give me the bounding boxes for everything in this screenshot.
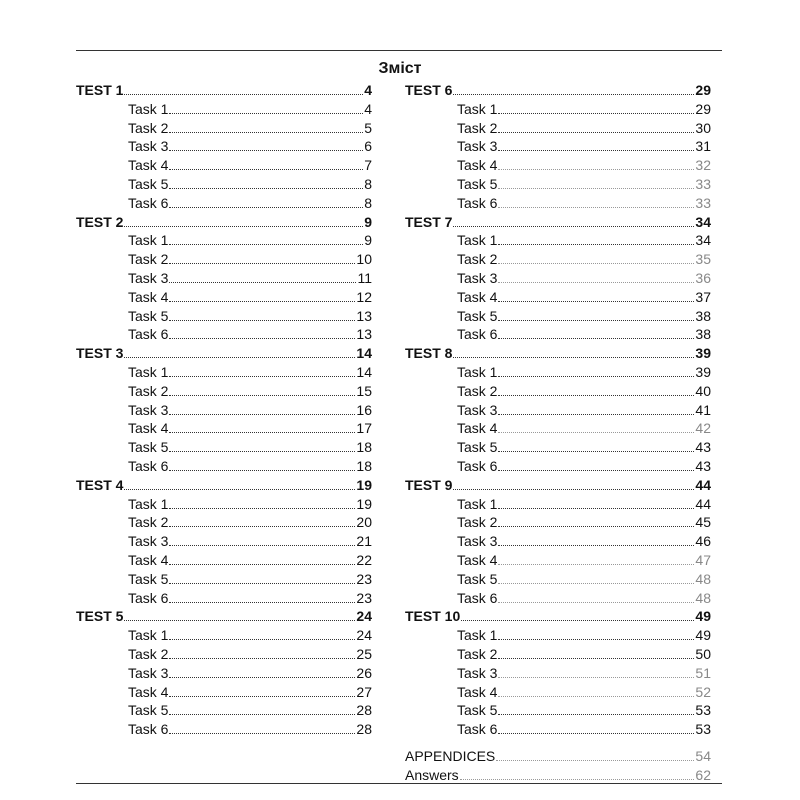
toc-entry-label: Task 2 xyxy=(128,514,169,531)
dot-leader xyxy=(169,526,355,527)
dot-leader xyxy=(169,207,363,208)
dot-leader xyxy=(169,376,355,377)
toc-entry-label: Task 2 xyxy=(128,251,169,268)
toc-entry xyxy=(76,137,372,156)
toc-entry-label: Task 1 xyxy=(128,363,169,380)
toc-entry-page-number: 62 xyxy=(695,766,711,783)
toc-entry xyxy=(405,175,711,194)
toc-entry-page-number: 38 xyxy=(695,307,711,324)
dot-leader xyxy=(169,320,355,321)
toc-entry-page-number: 26 xyxy=(356,664,372,681)
toc-entry xyxy=(405,766,711,785)
toc-entry-page-number: 25 xyxy=(356,645,372,662)
toc-test-entry xyxy=(76,344,372,363)
bottom-rule xyxy=(76,783,722,784)
toc-entry-label: Task 5 xyxy=(128,570,169,587)
toc-entry-page-number: 42 xyxy=(695,420,711,437)
toc-entry-label: Task 3 xyxy=(128,138,169,155)
toc-entry-page-number: 4 xyxy=(364,82,372,98)
toc-entry xyxy=(76,495,372,514)
toc-entry-label: Task 4 xyxy=(457,288,498,305)
toc-entry xyxy=(76,156,372,175)
toc-entry-label: TEST 10 xyxy=(405,608,461,625)
toc-entry-label: Task 1 xyxy=(457,100,498,117)
toc-entry-label: APPENDICES xyxy=(405,747,496,764)
toc-entry-label: Task 2 xyxy=(128,645,169,662)
toc-entry-page-number: 52 xyxy=(695,683,711,700)
toc-entry-label: Task 2 xyxy=(128,119,169,136)
dot-leader xyxy=(496,760,694,761)
dot-leader xyxy=(498,263,694,264)
dot-leader xyxy=(169,169,363,170)
dot-leader xyxy=(498,545,694,546)
dot-leader xyxy=(498,677,694,678)
toc-entry-page-number: 34 xyxy=(695,232,711,249)
toc-test-entry xyxy=(405,476,711,495)
toc-entry xyxy=(76,307,372,326)
dot-leader xyxy=(169,301,355,302)
top-rule xyxy=(76,50,722,51)
toc-entry xyxy=(76,175,372,194)
toc-entry-label: Task 1 xyxy=(128,100,169,117)
dot-leader xyxy=(461,620,694,621)
dot-leader xyxy=(169,602,355,603)
toc-entry xyxy=(405,457,711,476)
toc-entry xyxy=(76,419,372,438)
toc-entry-page-number: 20 xyxy=(356,514,372,531)
toc-entry-page-number: 8 xyxy=(364,194,372,211)
toc-entry-label: Task 6 xyxy=(457,721,498,738)
toc-entry-page-number: 49 xyxy=(695,627,711,644)
toc-entry-page-number: 17 xyxy=(356,420,372,437)
toc-entry-page-number: 37 xyxy=(695,288,711,305)
toc-entry-page-number: 43 xyxy=(695,457,711,474)
toc-entry-page-number: 28 xyxy=(356,721,372,738)
dot-leader xyxy=(498,113,694,114)
toc-entry-page-number: 39 xyxy=(695,345,711,362)
dot-leader xyxy=(453,94,694,95)
toc-entry-page-number: 28 xyxy=(356,702,372,719)
toc-entry-page-number: 48 xyxy=(695,589,711,606)
toc-entry-label: Task 2 xyxy=(457,514,498,531)
toc-entry xyxy=(76,382,372,401)
toc-entry xyxy=(76,551,372,570)
toc-entry xyxy=(405,683,711,702)
toc-entry xyxy=(76,513,372,532)
toc-entry-label: Task 2 xyxy=(457,119,498,136)
toc-right-column xyxy=(405,81,711,784)
dot-leader xyxy=(169,395,355,396)
toc-entry xyxy=(405,664,711,683)
toc-entry xyxy=(76,720,372,739)
toc-entry-page-number: 35 xyxy=(695,251,711,268)
toc-entry-page-number: 8 xyxy=(364,175,372,192)
toc-entry xyxy=(405,156,711,175)
toc-entry-label: Task 1 xyxy=(128,627,169,644)
toc-entry xyxy=(405,137,711,156)
toc-entry xyxy=(76,457,372,476)
toc-entry xyxy=(76,401,372,420)
toc-entry xyxy=(76,288,372,307)
toc-entry-label: Task 5 xyxy=(457,439,498,456)
toc-entry-label: Task 1 xyxy=(457,627,498,644)
toc-entry-label: Task 5 xyxy=(128,175,169,192)
dot-leader xyxy=(498,150,694,151)
dot-leader xyxy=(169,263,355,264)
toc-entry-label: TEST 6 xyxy=(405,82,453,98)
dot-leader xyxy=(498,395,694,396)
toc-test-entry xyxy=(76,607,372,626)
toc-entry-page-number: 41 xyxy=(695,401,711,418)
toc-entry xyxy=(405,194,711,213)
dot-leader xyxy=(498,564,694,565)
toc-entry xyxy=(405,288,711,307)
toc-entry xyxy=(76,119,372,138)
toc-entry-label: Task 2 xyxy=(457,382,498,399)
toc-entry-label: Task 5 xyxy=(457,570,498,587)
toc-entry-page-number: 54 xyxy=(695,747,711,764)
toc-entry-page-number: 22 xyxy=(356,551,372,568)
dot-leader xyxy=(124,620,355,621)
dot-leader xyxy=(169,244,363,245)
toc-entry-label: Task 6 xyxy=(128,457,169,474)
dot-leader xyxy=(453,489,694,490)
toc-entry-label: Task 5 xyxy=(128,702,169,719)
toc-entry-page-number: 30 xyxy=(695,119,711,136)
dot-leader xyxy=(498,432,694,433)
toc-entry-label: Task 3 xyxy=(457,138,498,155)
toc-entry-page-number: 9 xyxy=(364,232,372,249)
dot-leader xyxy=(169,188,363,189)
toc-entry xyxy=(405,551,711,570)
dot-leader xyxy=(169,451,355,452)
toc-entry-page-number: 33 xyxy=(695,194,711,211)
dot-leader xyxy=(169,113,363,114)
toc-entry-page-number: 34 xyxy=(695,213,711,230)
toc-entry-page-number: 53 xyxy=(695,721,711,738)
toc-entry-label: Task 3 xyxy=(457,533,498,550)
toc-entry-page-number: 43 xyxy=(695,439,711,456)
toc-entry xyxy=(405,747,711,766)
dot-leader xyxy=(124,226,363,227)
toc-entry xyxy=(405,532,711,551)
toc-entry-label: TEST 5 xyxy=(76,608,124,625)
dot-leader xyxy=(169,696,355,697)
toc-entry-label: Task 6 xyxy=(457,326,498,343)
toc-entry xyxy=(405,401,711,420)
dot-leader xyxy=(498,733,694,734)
toc-entry-label: TEST 3 xyxy=(76,345,124,362)
dot-leader xyxy=(498,207,694,208)
dot-leader xyxy=(169,132,363,133)
toc-entry xyxy=(405,438,711,457)
toc-entry-page-number: 12 xyxy=(356,288,372,305)
toc-entry-page-number: 13 xyxy=(356,326,372,343)
dot-leader xyxy=(498,583,694,584)
dot-leader xyxy=(498,658,694,659)
toc-test-entry xyxy=(76,476,372,495)
toc-entry-page-number: 21 xyxy=(356,533,372,550)
toc-entry-label: Task 3 xyxy=(128,664,169,681)
toc-entry xyxy=(76,231,372,250)
toc-entry-page-number: 51 xyxy=(695,664,711,681)
toc-entry xyxy=(76,626,372,645)
toc-entry-page-number: 29 xyxy=(695,100,711,117)
toc-entry xyxy=(76,645,372,664)
toc-entry-label: Task 2 xyxy=(457,645,498,662)
toc-entry-label: TEST 9 xyxy=(405,476,453,493)
dot-leader xyxy=(498,602,694,603)
toc-entry-label: Task 4 xyxy=(457,157,498,174)
toc-entry xyxy=(76,100,372,119)
dot-leader xyxy=(498,470,694,471)
dot-leader xyxy=(169,432,355,433)
toc-entry xyxy=(405,250,711,269)
toc-entry-label: TEST 7 xyxy=(405,213,453,230)
dot-leader xyxy=(498,696,694,697)
dot-leader xyxy=(169,639,355,640)
toc-entry-page-number: 27 xyxy=(356,683,372,700)
toc-entry-label: Task 5 xyxy=(457,175,498,192)
toc-entry xyxy=(405,513,711,532)
toc-test-entry xyxy=(405,81,711,100)
toc-entry xyxy=(405,382,711,401)
toc-entry-label: Task 2 xyxy=(457,251,498,268)
toc-entry-page-number: 14 xyxy=(356,345,372,362)
toc-entry xyxy=(76,194,372,213)
toc-entry-page-number: 47 xyxy=(695,551,711,568)
dot-leader xyxy=(498,526,694,527)
toc-entry-label: Task 6 xyxy=(128,194,169,211)
toc-entry-label: Task 4 xyxy=(457,420,498,437)
toc-entry-page-number: 23 xyxy=(356,589,372,606)
toc-test-entry xyxy=(405,344,711,363)
toc-entry-label: Task 1 xyxy=(457,363,498,380)
toc-entry-page-number: 45 xyxy=(695,514,711,531)
toc-entry-label: Task 3 xyxy=(457,269,498,286)
toc-entry-label: Task 3 xyxy=(128,401,169,418)
toc-entry-label: Task 4 xyxy=(128,157,169,174)
toc-entry-label: Task 4 xyxy=(128,683,169,700)
toc-entry-page-number: 24 xyxy=(356,627,372,644)
toc-entry xyxy=(405,720,711,739)
dot-leader xyxy=(169,470,355,471)
toc-entry-label: Task 6 xyxy=(128,589,169,606)
toc-entry-label: Task 1 xyxy=(457,232,498,249)
toc-entry xyxy=(76,438,372,457)
dot-leader xyxy=(460,779,695,780)
dot-leader xyxy=(169,508,355,509)
toc-entry-page-number: 6 xyxy=(364,138,372,155)
toc-entry-label: Task 5 xyxy=(457,702,498,719)
toc-entry-page-number: 13 xyxy=(356,307,372,324)
toc-entry-label: Answers xyxy=(405,766,459,783)
toc-entry-page-number: 40 xyxy=(695,382,711,399)
page-title: Зміст xyxy=(378,60,422,77)
toc-entry xyxy=(405,419,711,438)
toc-entry xyxy=(76,532,372,551)
toc-entry-page-number: 18 xyxy=(356,439,372,456)
toc-entry xyxy=(405,363,711,382)
toc-entry-label: Task 5 xyxy=(457,307,498,324)
dot-leader xyxy=(498,508,694,509)
toc-entry xyxy=(405,495,711,514)
toc-entry-page-number: 15 xyxy=(356,382,372,399)
toc-entry xyxy=(76,250,372,269)
toc-entry-label: Task 5 xyxy=(128,307,169,324)
dot-leader xyxy=(169,338,355,339)
dot-leader xyxy=(498,301,694,302)
toc-entry-label: TEST 1 xyxy=(76,82,124,98)
toc-entry-page-number: 19 xyxy=(356,476,372,493)
toc-entry-page-number: 33 xyxy=(695,175,711,192)
toc-entry xyxy=(405,231,711,250)
toc-entry-label: Task 3 xyxy=(128,269,169,286)
toc-entry-label: Task 4 xyxy=(128,551,169,568)
toc-entry xyxy=(405,570,711,589)
toc-entry xyxy=(405,269,711,288)
toc-entry xyxy=(405,307,711,326)
toc-entry xyxy=(405,325,711,344)
dot-leader xyxy=(169,564,355,565)
dot-leader xyxy=(498,169,694,170)
toc-entry-page-number: 5 xyxy=(364,119,372,136)
dot-leader xyxy=(169,658,355,659)
toc-entry xyxy=(76,325,372,344)
toc-entry-label: Task 4 xyxy=(128,288,169,305)
toc-entry xyxy=(405,645,711,664)
dot-leader xyxy=(169,714,355,715)
dot-leader xyxy=(498,338,694,339)
toc-entry-page-number: 53 xyxy=(695,702,711,719)
toc-entry-label: Task 5 xyxy=(128,439,169,456)
toc-entry-page-number: 39 xyxy=(695,363,711,380)
dot-leader xyxy=(169,150,363,151)
toc-entry-label: Task 2 xyxy=(128,382,169,399)
toc-entry-page-number: 44 xyxy=(695,495,711,512)
toc-entry-page-number: 32 xyxy=(695,157,711,174)
toc-entry-page-number: 16 xyxy=(356,401,372,418)
toc-entry-page-number: 48 xyxy=(695,570,711,587)
toc-entry-page-number: 29 xyxy=(695,82,711,98)
toc-entry-label: Task 3 xyxy=(128,533,169,550)
toc-entry-label: Task 6 xyxy=(128,326,169,343)
toc-entry xyxy=(405,100,711,119)
toc-entry-label: Task 1 xyxy=(457,495,498,512)
dot-leader xyxy=(169,583,355,584)
dot-leader xyxy=(498,639,694,640)
toc-entry-page-number: 18 xyxy=(356,457,372,474)
toc-entry-label: Task 3 xyxy=(457,664,498,681)
toc-entry xyxy=(405,626,711,645)
dot-leader xyxy=(498,282,694,283)
toc-entry-page-number: 23 xyxy=(356,570,372,587)
toc-entry-page-number: 38 xyxy=(695,326,711,343)
toc-entry-page-number: 49 xyxy=(695,608,711,625)
toc-entry-label: Task 6 xyxy=(457,589,498,606)
dot-leader xyxy=(498,244,694,245)
dot-leader xyxy=(498,188,694,189)
toc-entry-page-number: 9 xyxy=(364,213,372,230)
toc-test-entry xyxy=(405,213,711,232)
toc-entry-page-number: 36 xyxy=(695,269,711,286)
dot-leader xyxy=(169,282,356,283)
dot-leader xyxy=(453,226,694,227)
dot-leader xyxy=(498,376,694,377)
dot-leader xyxy=(498,451,694,452)
toc-entry xyxy=(76,269,372,288)
toc-entry-label: Task 6 xyxy=(128,721,169,738)
toc-entry xyxy=(76,570,372,589)
toc-entry xyxy=(405,701,711,720)
toc-entry-page-number: 19 xyxy=(356,495,372,512)
dot-leader xyxy=(453,357,694,358)
toc-test-entry xyxy=(76,213,372,232)
toc-entry-label: Task 1 xyxy=(128,495,169,512)
toc-left-column xyxy=(76,81,372,739)
toc-entry xyxy=(76,589,372,608)
toc-entry xyxy=(76,701,372,720)
toc-entry-label: Task 1 xyxy=(128,232,169,249)
toc-entry-page-number: 50 xyxy=(695,645,711,662)
toc-entry-label: TEST 4 xyxy=(76,476,124,493)
dot-leader xyxy=(124,94,363,95)
toc-entry-page-number: 7 xyxy=(364,157,372,174)
toc-entry-label: Task 4 xyxy=(457,551,498,568)
dot-leader xyxy=(124,489,355,490)
toc-entry-label: TEST 8 xyxy=(405,345,453,362)
toc-entry-page-number: 46 xyxy=(695,533,711,550)
toc-entry-page-number: 11 xyxy=(357,269,372,286)
dot-leader xyxy=(124,357,355,358)
dot-leader xyxy=(498,714,694,715)
dot-leader xyxy=(498,132,694,133)
dot-leader xyxy=(169,545,355,546)
toc-test-entry xyxy=(405,607,711,626)
toc-entry xyxy=(405,119,711,138)
toc-entry-page-number: 24 xyxy=(356,608,372,625)
dot-leader xyxy=(498,414,694,415)
dot-leader xyxy=(169,733,355,734)
dot-leader xyxy=(169,677,355,678)
toc-test-entry xyxy=(76,81,372,100)
toc-entry-label: TEST 2 xyxy=(76,213,124,230)
toc-entry xyxy=(76,363,372,382)
toc-entry-page-number: 31 xyxy=(695,138,711,155)
toc-entry-label: Task 6 xyxy=(457,194,498,211)
toc-entry-page-number: 14 xyxy=(356,363,372,380)
toc-entry-page-number: 10 xyxy=(356,251,372,268)
toc-entry-label: Task 3 xyxy=(457,401,498,418)
toc-entry-label: Task 4 xyxy=(457,683,498,700)
dot-leader xyxy=(169,414,355,415)
toc-entry-page-number: 4 xyxy=(364,100,372,117)
toc-entry xyxy=(76,664,372,683)
toc-entry-label: Task 6 xyxy=(457,457,498,474)
toc-entry xyxy=(76,683,372,702)
toc-entry-label: Task 4 xyxy=(128,420,169,437)
toc-entry-page-number: 44 xyxy=(695,476,711,493)
dot-leader xyxy=(498,320,694,321)
toc-entry xyxy=(405,589,711,608)
